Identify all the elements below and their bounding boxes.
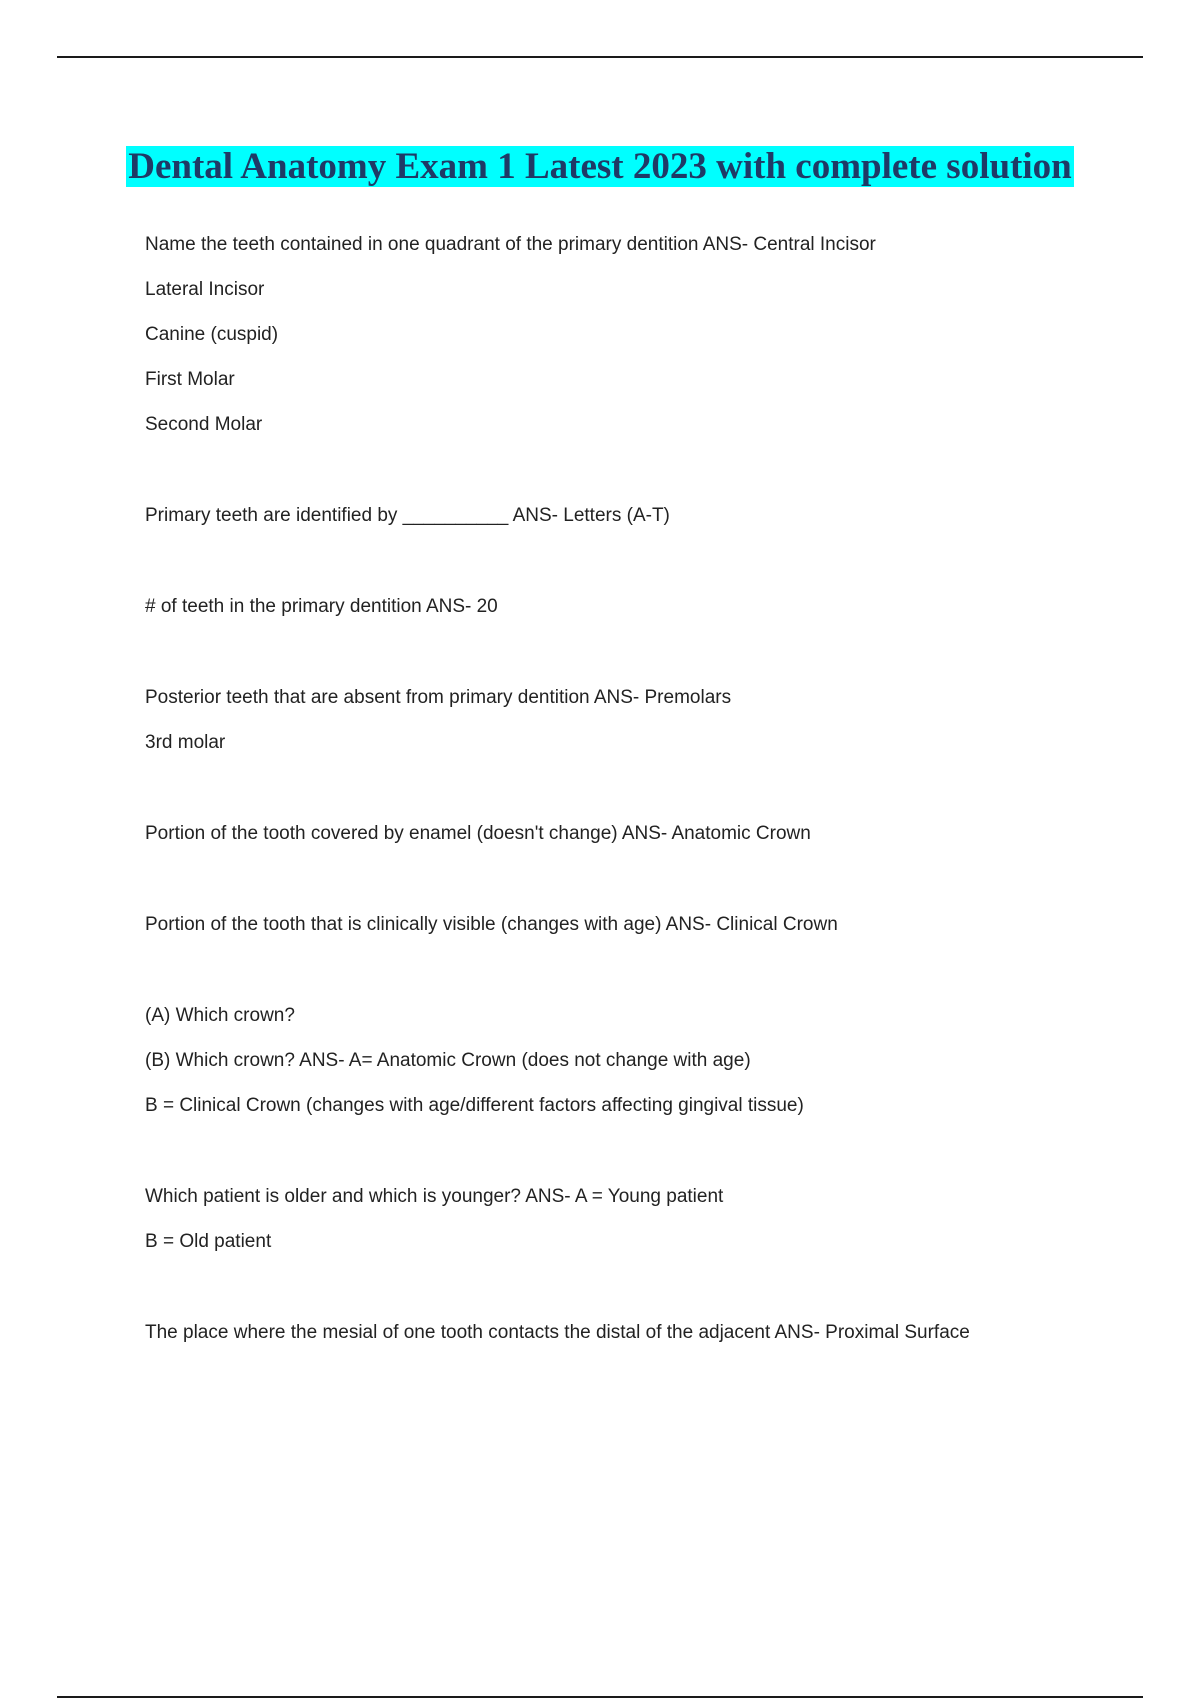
spacer	[145, 1137, 1105, 1183]
question-line: Portion of the tooth that is clinically visible (changes with age) ANS- Clinical Crown	[145, 914, 838, 935]
spacer	[145, 456, 1105, 502]
spacer	[145, 547, 1105, 593]
answer-line: Second Molar	[145, 414, 263, 435]
question-line: Which patient is older and which is younger? ANS- A = Young patient	[145, 1186, 724, 1207]
question-line: Name the teeth contained in one quadrant of the primary dentition ANS- Central Incisor	[145, 234, 876, 255]
question-line: The place where the mesial of one tooth contacts the distal of the adjacent ANS- Proximal Surface	[145, 1322, 970, 1343]
spacer	[145, 774, 1105, 820]
document-body	[145, 231, 1105, 1364]
question-line: # of teeth in the primary dentition ANS- 20	[145, 596, 498, 617]
spacer	[145, 956, 1105, 1002]
answer-line: First Molar	[145, 369, 235, 390]
question-line: Primary teeth are identified by __________ ANS- Letters (A-T)	[145, 505, 670, 526]
answer-line: B = Clinical Crown (changes with age/different factors affecting gingival tissue)	[145, 1095, 804, 1116]
bottom-rule	[57, 1696, 1143, 1698]
answer-line: B = Old patient	[145, 1231, 272, 1252]
question-line: Posterior teeth that are absent from primary dentition ANS- Premolars	[145, 687, 732, 708]
spacer	[145, 638, 1105, 684]
spacer	[145, 1273, 1105, 1319]
question-line: (A) Which crown?	[145, 1005, 295, 1026]
top-rule	[57, 56, 1143, 58]
answer-line: 3rd molar	[145, 732, 226, 753]
title-highlight: Dental Anatomy Exam 1 Latest 2023 with complete solution	[128, 146, 1072, 187]
answer-line: Canine (cuspid)	[145, 324, 279, 345]
spacer	[145, 865, 1105, 911]
answer-line: Lateral Incisor	[145, 279, 265, 300]
document-title	[0, 146, 1200, 188]
question-line: (B) Which crown? ANS- A= Anatomic Crown (does not change with age)	[145, 1050, 751, 1071]
question-line: Portion of the tooth covered by enamel (doesn't change) ANS- Anatomic Crown	[145, 823, 811, 844]
